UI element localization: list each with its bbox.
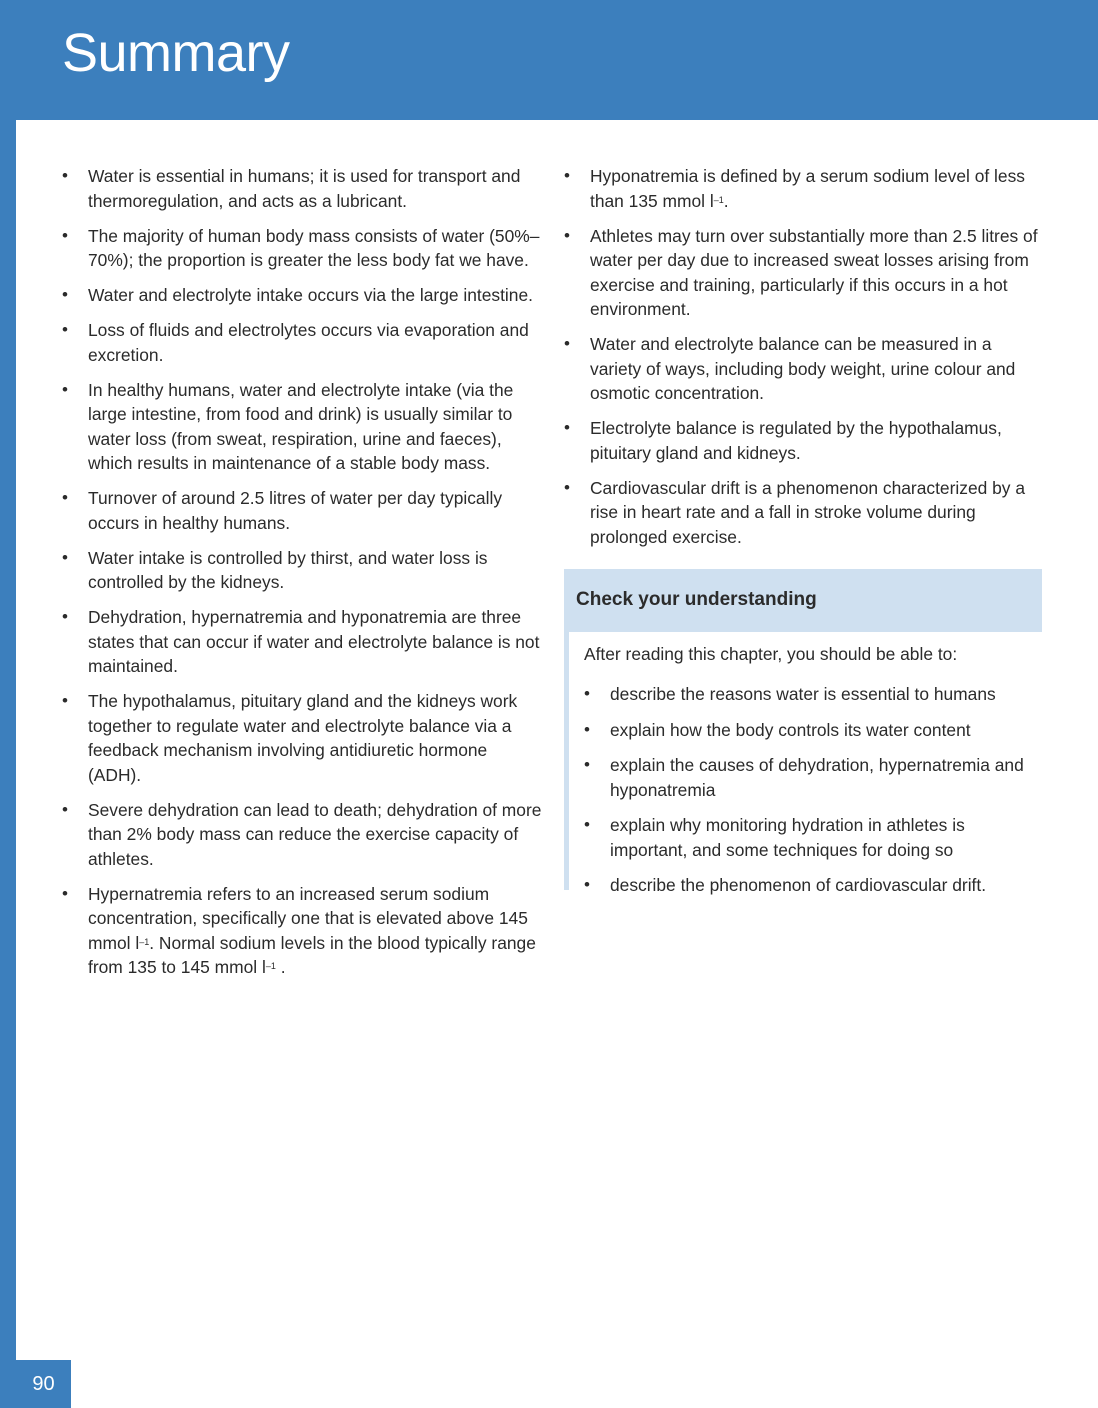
bullet-text: The hypothalamus, pituitary gland and the kidneys work together to regulate water and electrolyte balance via a feedback mechanism involving antidiuretic hormone (ADH). [88, 691, 518, 785]
bullet-dot-icon: • [62, 691, 68, 710]
bullet-text: explain why monitoring hydration in athletes is important, and some techniques for doing so [610, 815, 965, 860]
bullet-item [62, 224, 542, 273]
bullet-text: Water intake is controlled by thirst, and water loss is controlled by the kidneys. [88, 547, 488, 592]
bullet-dot-icon: • [564, 225, 570, 245]
bullet-item [564, 224, 1039, 322]
bullet-text: The majority of human body mass consists of water (50%–70%); the proportion is greater the less body fat we have. [88, 225, 540, 270]
bullet-dot-icon: • [564, 477, 570, 497]
bullet-item [62, 378, 542, 476]
bullet-dot-icon: • [62, 607, 68, 626]
bullet-dot-icon: • [62, 799, 68, 819]
bullet-item [584, 753, 1024, 802]
header-bar [0, 0, 1098, 120]
bullet-item [62, 605, 542, 679]
bullet-dot-icon: • [62, 883, 68, 903]
bullet-dot-icon: • [62, 166, 68, 185]
bullet-text: Hypernatremia refers to an increased serum sodium concentration, specifically one that is elevated above 145 mmol l [88, 883, 528, 953]
check-understanding-list [584, 682, 1024, 909]
bullet-text: explain how the body controls its water content [610, 719, 971, 740]
bullet-dot-icon: • [62, 379, 68, 399]
bullet-item [584, 718, 1024, 743]
bullet-dot-icon: • [62, 225, 68, 245]
bullet-text: In healthy humans, water and electrolyte intake (via the large intestine, from food and drink) is usually similar to water loss (from sweat, respiration, urine and faeces), which results in maintenance of a stable body mass. [88, 379, 514, 473]
bullet-item [62, 882, 542, 980]
summary-left-column [62, 164, 542, 990]
bullet-text: Water and electrolyte intake occurs via the large intestine. [88, 285, 533, 305]
bullet-text: . [723, 190, 729, 211]
bullet-dot-icon: • [564, 166, 570, 185]
bullet-dot-icon: • [62, 285, 68, 304]
bullet-text: Water and electrolyte balance can be measured in a variety of ways, including body weight, urine colour and osmotic concentration. [590, 334, 1016, 403]
bullet-text: Turnover of around 2.5 litres of water per day typically occurs in healthy humans. [88, 488, 503, 533]
bullet-item [62, 486, 542, 535]
bullet-item [584, 682, 1024, 707]
bullet-item [62, 798, 542, 872]
superscript: –1 [713, 194, 724, 205]
bullet-text: . Normal sodium levels in the blood typically range from 135 to 145 mmol l [88, 932, 536, 977]
bullet-text: explain the causes of dehydration, hypernatremia and hyponatremia [610, 755, 1024, 800]
page-number: 90 [16, 1360, 71, 1408]
check-understanding-intro: After reading this chapter, you should be able to: [584, 644, 958, 664]
bullet-item [564, 164, 1039, 213]
superscript: –1 [139, 936, 150, 947]
bullet-item [62, 546, 542, 595]
bullet-item [564, 332, 1039, 406]
check-understanding-title: Check your understanding [576, 589, 817, 610]
check-understanding-side-line [564, 632, 569, 890]
bullet-dot-icon: • [564, 418, 570, 437]
bullet-text: Severe dehydration can lead to death; dehydration of more than 2% body mass can reduce the exercise capacity of athletes. [88, 799, 542, 869]
bullet-item [564, 476, 1039, 550]
bullet-dot-icon: • [584, 875, 590, 894]
bullet-item [62, 689, 542, 787]
bullet-item [584, 873, 1024, 898]
bullet-text: Electrolyte balance is regulated by the hypothalamus, pituitary gland and kidneys. [590, 418, 1002, 463]
bullet-dot-icon: • [584, 815, 590, 834]
bullet-text: describe the reasons water is essential to humans [610, 684, 996, 704]
bullet-dot-icon: • [62, 320, 68, 339]
bullet-item [62, 164, 542, 213]
bullet-text: describe the phenomenon of cardiovascular drift. [610, 875, 987, 895]
bullet-text: Athletes may turn over substantially more than 2.5 litres of water per day due to increased sweat losses arising from exercise and training, particularly if this occurs in a hot environment. [590, 225, 1038, 319]
bullet-text: Water is essential in humans; it is used for transport and thermoregulation, and acts as a lubricant. [88, 166, 521, 211]
bullet-dot-icon: • [564, 334, 570, 353]
bullet-text: Hyponatremia is defined by a serum sodium level of less than 135 mmol l [590, 166, 1025, 211]
page-title: Summary [62, 23, 290, 83]
bullet-text: . [275, 957, 286, 977]
check-understanding-header [564, 569, 1042, 632]
bullet-text: Dehydration, hypernatremia and hyponatremia are three states that can occur if water and electrolyte balance is not maintained. [88, 607, 540, 676]
bullet-text: Cardiovascular drift is a phenomenon characterized by a rise in heart rate and a fall in stroke volume during prolonged exercise. [590, 477, 1025, 547]
bullet-dot-icon: • [62, 488, 68, 507]
bullet-dot-icon: • [62, 547, 68, 567]
bullet-item [62, 283, 542, 308]
bullet-dot-icon: • [584, 684, 590, 703]
bullet-text: Loss of fluids and electrolytes occurs via evaporation and excretion. [88, 320, 529, 365]
superscript: –1 [265, 961, 276, 971]
bullet-item [62, 318, 542, 367]
bullet-dot-icon: • [584, 755, 590, 774]
bullet-dot-icon: • [584, 719, 590, 739]
side-strip [0, 120, 16, 1408]
bullet-item [584, 813, 1024, 862]
summary-right-column [564, 164, 1039, 560]
bullet-item [564, 416, 1039, 465]
